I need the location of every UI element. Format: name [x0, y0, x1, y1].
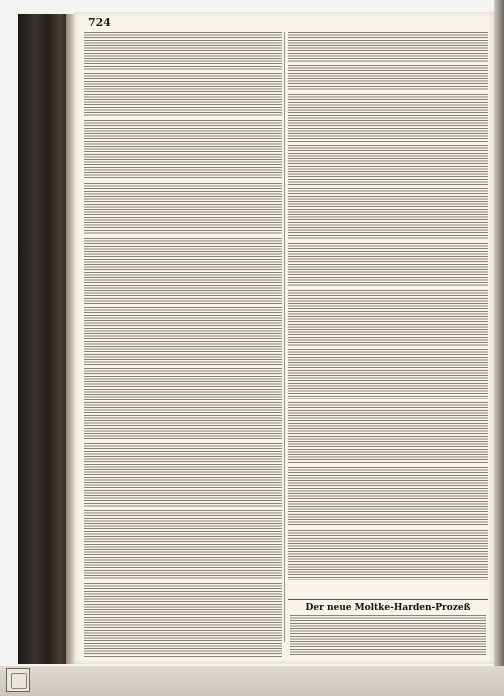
article-box — [288, 596, 488, 658]
article-headline: Der neue Moltke-Harden-Prozeß — [305, 603, 471, 613]
text-paragraph — [84, 32, 282, 70]
text-paragraph — [84, 73, 282, 117]
text-paragraph — [288, 145, 488, 185]
binding-edge — [66, 14, 74, 664]
text-paragraph — [84, 120, 282, 180]
right-column — [288, 32, 488, 658]
text-paragraph — [288, 530, 488, 580]
library-stamp — [6, 668, 30, 692]
page-edge-shadow — [494, 0, 504, 696]
text-paragraph — [288, 402, 488, 464]
text-paragraph — [288, 65, 488, 91]
text-paragraph — [84, 443, 282, 507]
text-paragraph — [288, 290, 488, 346]
book-binding — [18, 14, 70, 664]
text-paragraph — [84, 510, 282, 580]
text-paragraph — [288, 94, 488, 142]
text-paragraph — [290, 615, 486, 655]
text-paragraph — [288, 467, 488, 527]
box-rule — [288, 599, 488, 600]
text-paragraph — [84, 583, 282, 658]
page-number: 724 — [88, 16, 111, 29]
text-paragraph — [84, 183, 282, 235]
newspaper-page — [74, 12, 494, 664]
text-paragraph — [288, 32, 488, 62]
text-paragraph — [288, 243, 488, 287]
left-column — [84, 32, 282, 658]
column-divider — [284, 32, 285, 642]
text-paragraph — [84, 368, 282, 440]
text-paragraph — [288, 188, 488, 240]
text-paragraph — [288, 349, 488, 399]
scanner-base — [0, 666, 504, 696]
text-paragraph — [84, 307, 282, 365]
text-paragraph — [84, 238, 282, 304]
